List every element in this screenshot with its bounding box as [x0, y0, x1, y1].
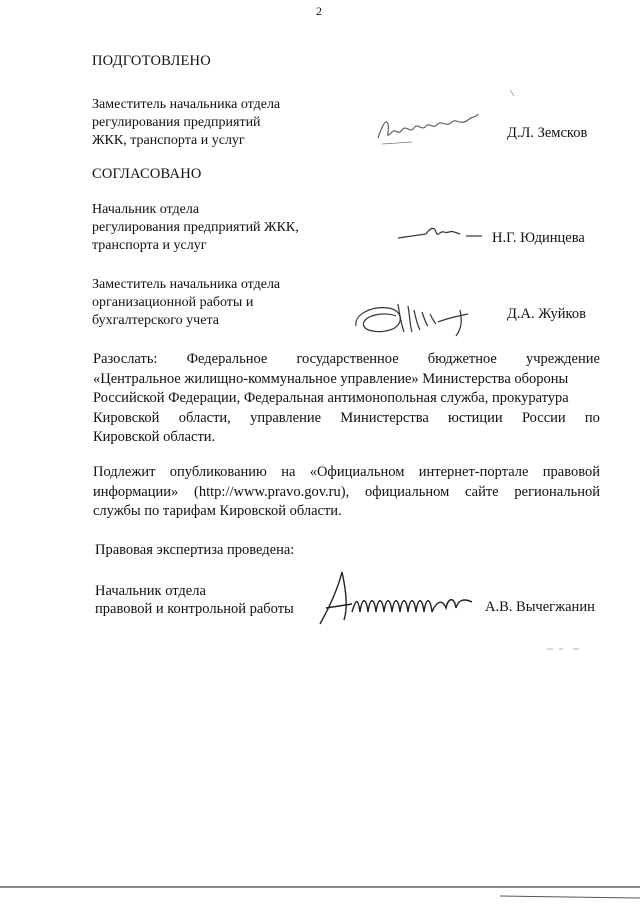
word: Разослать:	[93, 351, 158, 367]
publication-paragraph	[93, 463, 600, 522]
word: интернет-портале	[418, 464, 529, 480]
position-line: бухгалтерского учета	[92, 313, 219, 328]
agreed-heading: СОГЛАСОВАНО	[92, 166, 202, 182]
scan-speck	[508, 88, 518, 98]
distribution-paragraph	[93, 350, 600, 448]
legal-review-position	[95, 582, 294, 618]
prepared-heading: ПОДГОТОВЛЕНО	[92, 53, 211, 69]
distribution-line-3: Российской Федерации, Федеральная антимонопольная служба, прокуратура	[93, 390, 569, 406]
distribution-line-2: «Центральное жилищно-коммунальное управление» Министерства обороны	[93, 370, 569, 387]
word: юстиции	[448, 409, 503, 426]
word: Федеральное	[186, 351, 268, 367]
word: «Официальном	[309, 464, 405, 480]
word: опубликованию	[169, 464, 267, 480]
word: (http://www.pravo.gov.ru),	[194, 483, 350, 500]
distribution-line-1	[93, 350, 600, 370]
position-line: Заместитель начальника отдела	[92, 97, 281, 112]
legal-review-name: А.В. Вычегжанин	[485, 599, 595, 615]
position-line: организационной работы и	[92, 295, 254, 310]
agreed-name-2: Д.А. Жуйков	[507, 306, 586, 322]
position-line: Начальник отдела	[92, 202, 200, 217]
prepared-name: Д.Л. Земсков	[507, 125, 588, 141]
agreed-position-2	[92, 276, 280, 330]
position-line: транспорта и услуг	[92, 238, 207, 253]
distribution-line-5: Кировской области.	[93, 429, 216, 445]
agreed-position-1	[92, 201, 299, 255]
word: региональной	[514, 483, 600, 500]
agreed-name-1: Н.Г. Юдинцева	[492, 230, 585, 246]
signature-zhuykov	[352, 296, 476, 342]
distribution-line-4	[93, 409, 600, 429]
prepared-position	[92, 96, 280, 150]
signature-vychegzhanin	[312, 568, 478, 628]
word: области,	[178, 409, 231, 426]
word: Министерства	[340, 409, 429, 426]
legal-review-text: Правовая экспертиза проведена:	[95, 542, 295, 558]
scan-edge-line	[0, 884, 640, 904]
position-line: регулирования предприятий ЖКК,	[92, 220, 299, 235]
word: на	[281, 464, 296, 480]
publication-line-1	[93, 463, 600, 483]
word: государственное	[296, 351, 399, 367]
scan-speck	[545, 646, 585, 652]
word: бюджетное	[427, 351, 497, 367]
page-number: 2	[316, 4, 322, 18]
word: Кировской	[93, 409, 160, 426]
word: Подлежит	[93, 464, 156, 480]
word: учреждение	[525, 351, 600, 367]
position-line: ЖКК, транспорта и услуг	[92, 133, 245, 148]
word: России	[521, 409, 566, 426]
signature-yudintseva	[396, 222, 486, 248]
word: по	[584, 409, 600, 426]
word: управление	[250, 409, 322, 426]
word: информации»	[93, 483, 179, 500]
position-line: правовой и контрольной работы	[95, 601, 294, 617]
word: правовой	[542, 464, 600, 480]
position-line: Заместитель начальника отдела	[92, 277, 281, 292]
position-line: Начальник отдела	[95, 583, 206, 599]
signature-zemskov	[372, 104, 482, 148]
publication-line-2	[93, 483, 600, 503]
word: официальном	[365, 483, 450, 500]
position-line: регулирования предприятий	[92, 115, 261, 130]
word: сайте	[465, 483, 499, 500]
publication-line-3: службы по тарифам Кировской области.	[93, 503, 342, 519]
